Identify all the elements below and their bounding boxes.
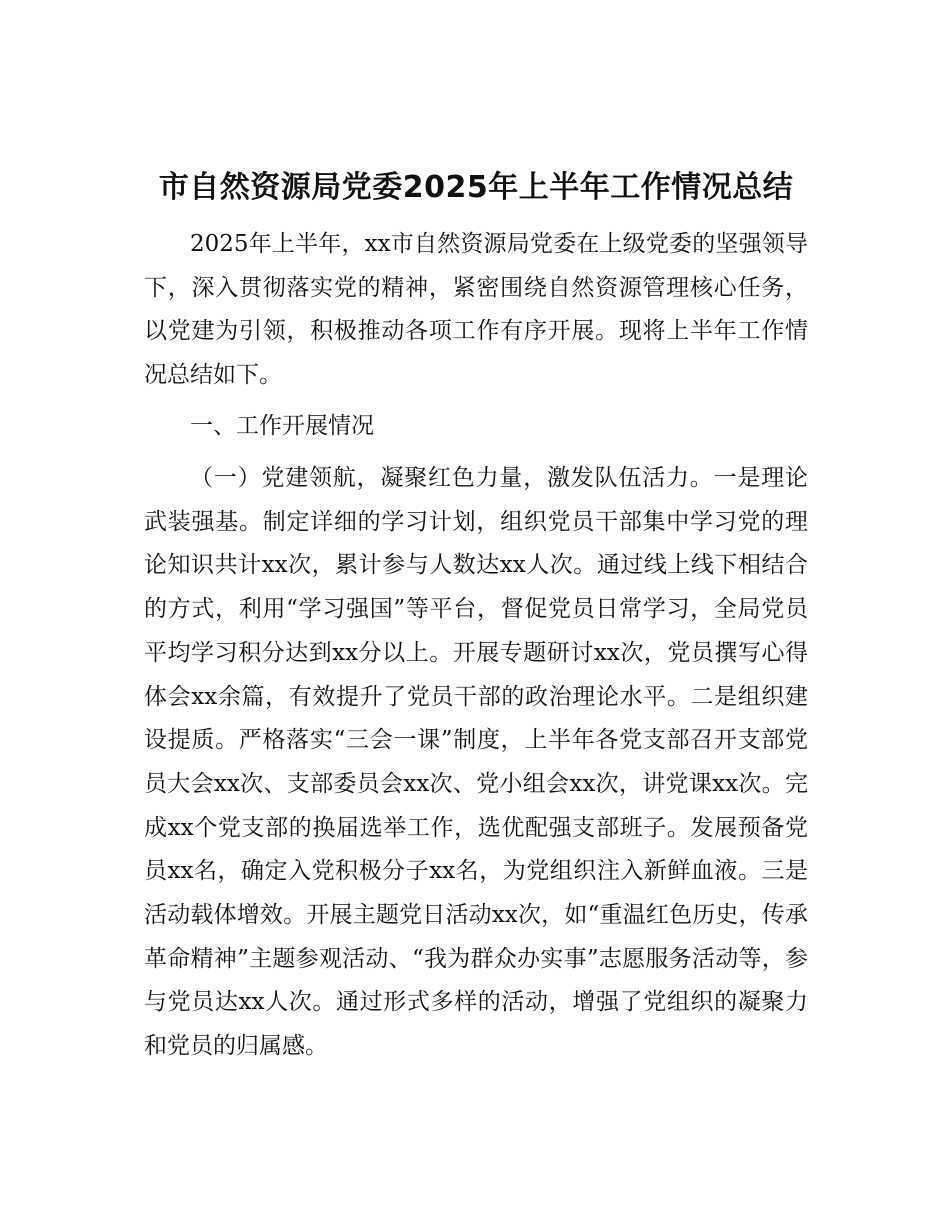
section-paragraph: （一）党建领航，凝聚红色力量，激发队伍活力。一是理论武装强基。制定详细的学习计划，组织党员干部集中学习党的理论知识共计xx次，累计参与人数达xx人次。通过线上线下相结合的方式，利用“学习强国”等平台，督促党员日常学习，全局党员平均学习积分达到xx分以上。开展专题研讨xx次，党员撰写心得体会xx余篇，有效提升了党员干部的政治理论水平。二是组织建设提质。严格落实“三会一课”制度，上半年各党支部召开支部党员大会xx次、支部委员会xx次、党小组会xx次，讲党课xx次。完成xx个党支部的换届选举工作，选优配强支部班子。发展预备党员xx名，确定入党积极分子xx名，为党组织注入新鲜血液。三是活动载体增效。开展主题党日活动xx次，如“重温红色历史，传承革命精神”主题参观活动、“我为群众办实事”志愿服务活动等，参与党员达xx人次。通过形式多样的活动，增强了党组织的凝聚力和党员的归属感。	[144, 465, 808, 1060]
intro-paragraph: 2025年上半年，xx市自然资源局党委在上级党委的坚强领导下，深入贯彻落实党的精神，紧密围绕自然资源管理核心任务，以党建为引领，积极推动各项工作有序开展。现将上半年工作情况总结如下。	[144, 231, 808, 389]
section-heading: 一、工作开展情况	[190, 413, 374, 439]
document-title: 市自然资源局党委2025年上半年工作情况总结	[158, 170, 794, 205]
